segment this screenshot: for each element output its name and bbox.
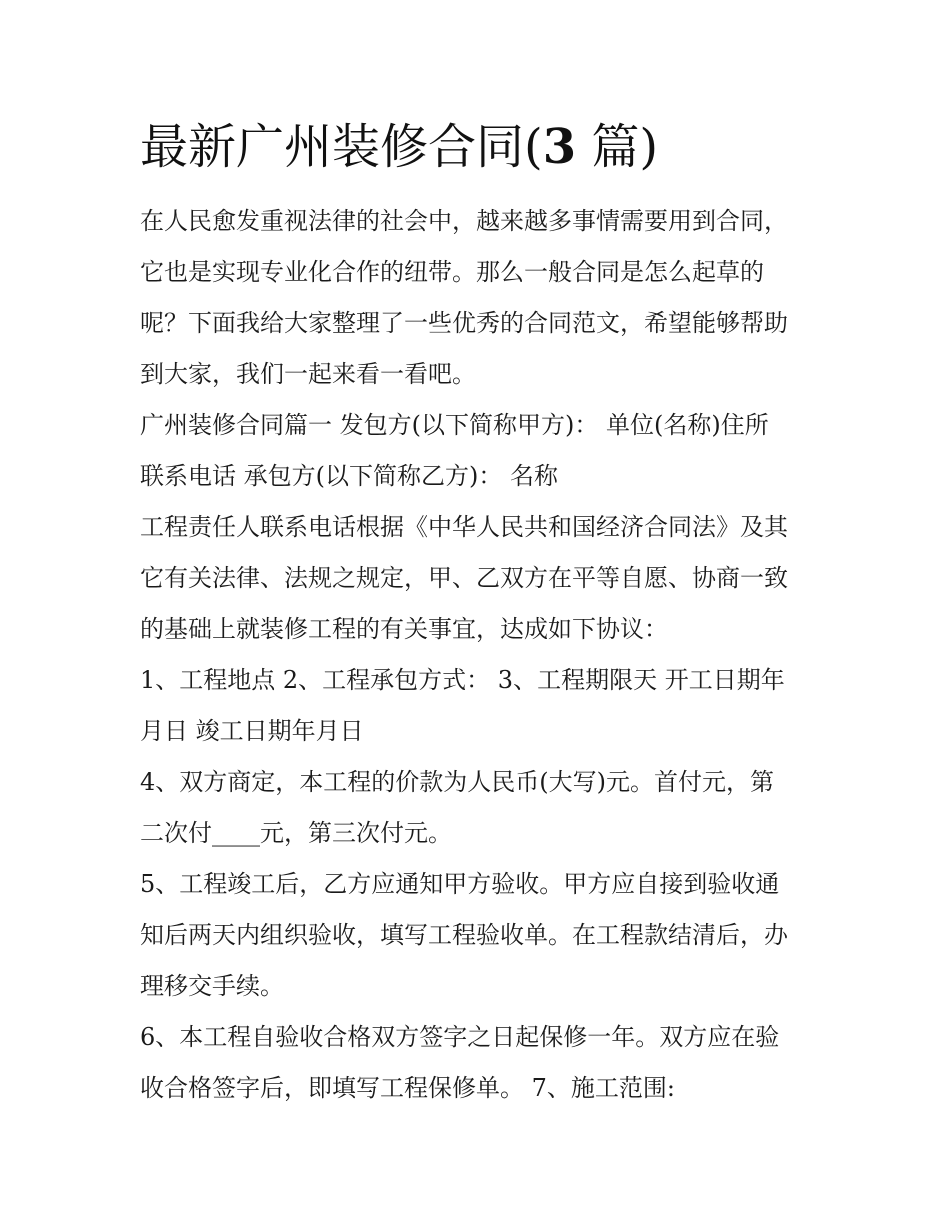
document-title (140, 116, 658, 178)
title-number: 3 (542, 119, 577, 175)
body-line: 联系电话 承包方(以下简称乙方)： 名称 (140, 462, 558, 490)
body-line: 5、工程竣工后，乙方应通知甲方验收。甲方应自接到验收通 (140, 870, 780, 898)
body-line: 它有关法律、法规之规定，甲、乙双方在平等自愿、协商一致 (140, 564, 788, 592)
body-line: 4、双方商定，本工程的价款为人民币(大写)元。首付元，第 (140, 768, 774, 796)
title-suffix: 篇) (576, 119, 659, 175)
body-line: 收合格签字后，即填写工程保修单。 7、施工范围: (140, 1074, 675, 1102)
body-line: 1、工程地点 2、工程承包方式： 3、工程期限天 开工日期年 (140, 666, 785, 694)
body-line: 知后两天内组织验收，填写工程验收单。在工程款结清后，办 (140, 921, 788, 949)
body-line: 6、本工程自验收合格双方签字之日起保修一年。双方应在验 (140, 1023, 780, 1051)
body-line: 到大家，我们一起来看一看吧。 (140, 360, 476, 388)
title-prefix: 最新广州装修合同( (140, 119, 543, 175)
body-line: 月日 竣工日期年月日 (140, 717, 364, 745)
body-line: 理移交手续。 (140, 972, 284, 1000)
body-line: 在人民愈发重视法律的社会中，越来越多事情需要用到合同， (140, 207, 788, 235)
document-body (140, 196, 820, 1114)
body-line: 呢？下面我给大家整理了一些优秀的合同范文，希望能够帮助 (140, 309, 788, 337)
body-line: 广州装修合同篇一 发包方(以下简称甲方)： 单位(名称)住所 (140, 411, 769, 439)
body-line: 的基础上就装修工程的有关事宜，达成如下协议： (140, 615, 668, 643)
body-line: 它也是实现专业化合作的纽带。那么一般合同是怎么起草的 (140, 258, 764, 286)
body-line: 工程责任人联系电话根据《中华人民共和国经济合同法》及其 (140, 513, 788, 541)
body-line: 二次付____元，第三次付元。 (140, 819, 452, 847)
